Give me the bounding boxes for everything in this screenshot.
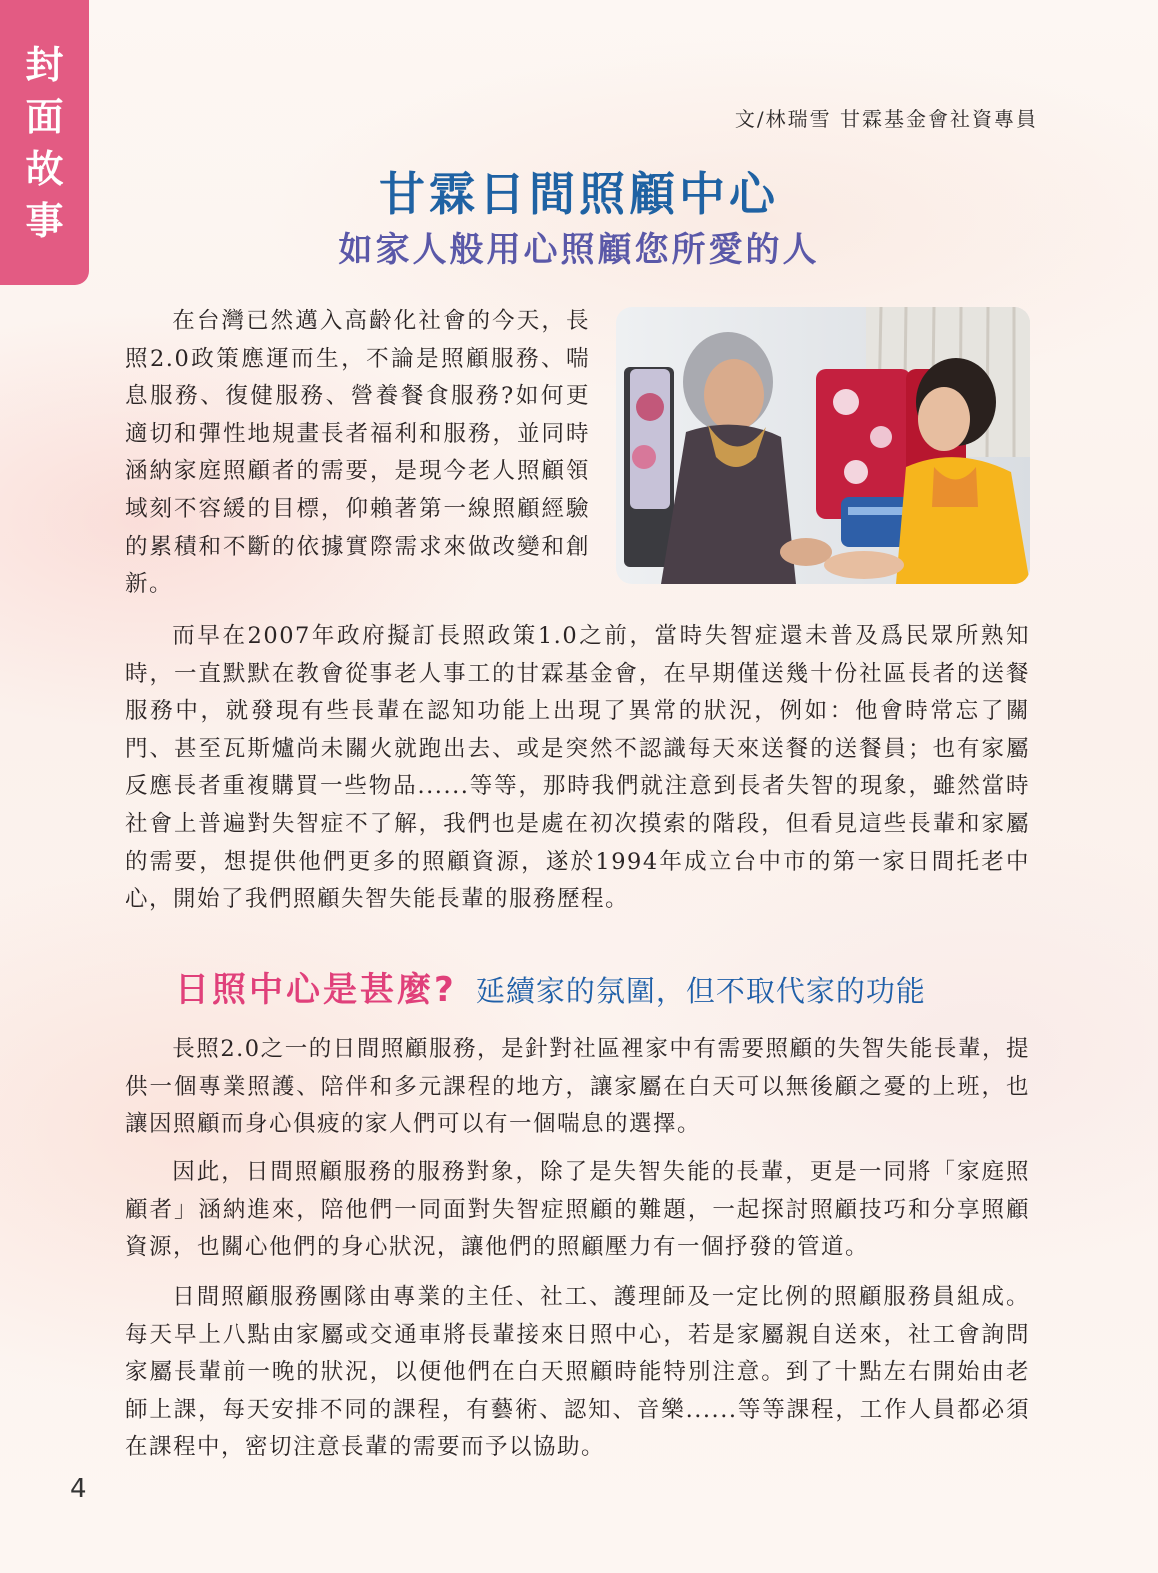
body-paragraph: 日間照顧服務團隊由專業的主任、社工、護理師及一定比例的照顧服務員組成。每天早上八點由家屬或交通車將長輩接來日照中心，若是家屬親自送來，社工會詢問家屬長輩前一晚的狀況，以便他們在白天照顧時能特別注意。到了十點左右開始由老師上課，每天安排不同的課程，有藝術、認知、音樂......等等課程，工作人員都必須在課程中，密切注意長輩的需要而予以協助。 — [125, 1284, 1030, 1461]
section-tab-char: 面 — [25, 93, 64, 139]
byline: 文/林瑞雪 甘霖基金會社資專員 — [734, 107, 1038, 131]
section-heading — [175, 962, 926, 1011]
body-paragraph: 長照2.0之一的日間照顧服務，是針對社區裡家中有需要照顧的失智失能長輩，提供一個專業照護、陪伴和多元課程的地方，讓家屬在白天可以無後顧之憂的上班，也讓因照顧而身心俱疲的家人們可以有一個喘息的選擇。 — [125, 1036, 1030, 1138]
section-tab-char: 故 — [25, 145, 64, 191]
body-paragraph: 因此，日間照顧服務的服務對象，除了是失智失能的長輩，更是一同將「家庭照顧者」涵納進來，陪他們一同面對失智症照顧的難題，一起探討照顧技巧和分享照顧資源，也關心他們的身心狀況，讓他們的照顧壓力有一個抒發的管道。 — [125, 1159, 1030, 1261]
page-title: 甘霖日間照顧中心 — [379, 167, 779, 221]
page-number: 4 — [70, 1474, 87, 1504]
section-tab-char: 封 — [25, 41, 64, 87]
section-tab-char: 事 — [25, 197, 64, 243]
intro-paragraph: 在台灣已然邁入高齡化社會的今天，長照2.0政策應運而生，不論是照顧服務、喘息服務、復健服務、營養餐食服務?如何更適切和彈性地規畫長者福利和服務，並同時涵納家庭照顧者的需要，是現今老人照顧領域刻不容緩的目標，仰賴著第一線照顧經驗的累積和不斷的依據實際需求來做改變和創新。 — [125, 308, 590, 598]
section-answer: 延續家的氛圍，但不取代家的功能 — [475, 974, 926, 1008]
page-subtitle: 如家人般用心照顧您所愛的人 — [338, 230, 820, 270]
section-question: 日照中心是甚麼? — [175, 970, 457, 1010]
history-paragraph: 而早在2007年政府擬訂長照政策1.0之前，當時失智症還未普及爲民眾所熟知時，一直默默在教會從事老人事工的甘霖基金會，在早期僅送幾十份社區長者的送餐服務中，就發現有些長輩在認知功能上出現了異常的狀況，例如：他會時常忘了關門、甚至瓦斯爐尚未關火就跑出去、或是突然不認識每天來送餐的送餐員；也有家屬反應長者重複購買一些物品......等等，那時我們就注意到長者失智的現象，雖然當時社會上普遍對失智症不了解，我們也是處在初次摸索的階段，但看見這些長輩和家屬的需要，想提供他們更多的照顧資源，遂於1994年成立台中市的第一家日間托老中心，開始了我們照顧失智失能長輩的服務歷程。 — [125, 623, 1030, 913]
article-photo — [616, 307, 1030, 584]
